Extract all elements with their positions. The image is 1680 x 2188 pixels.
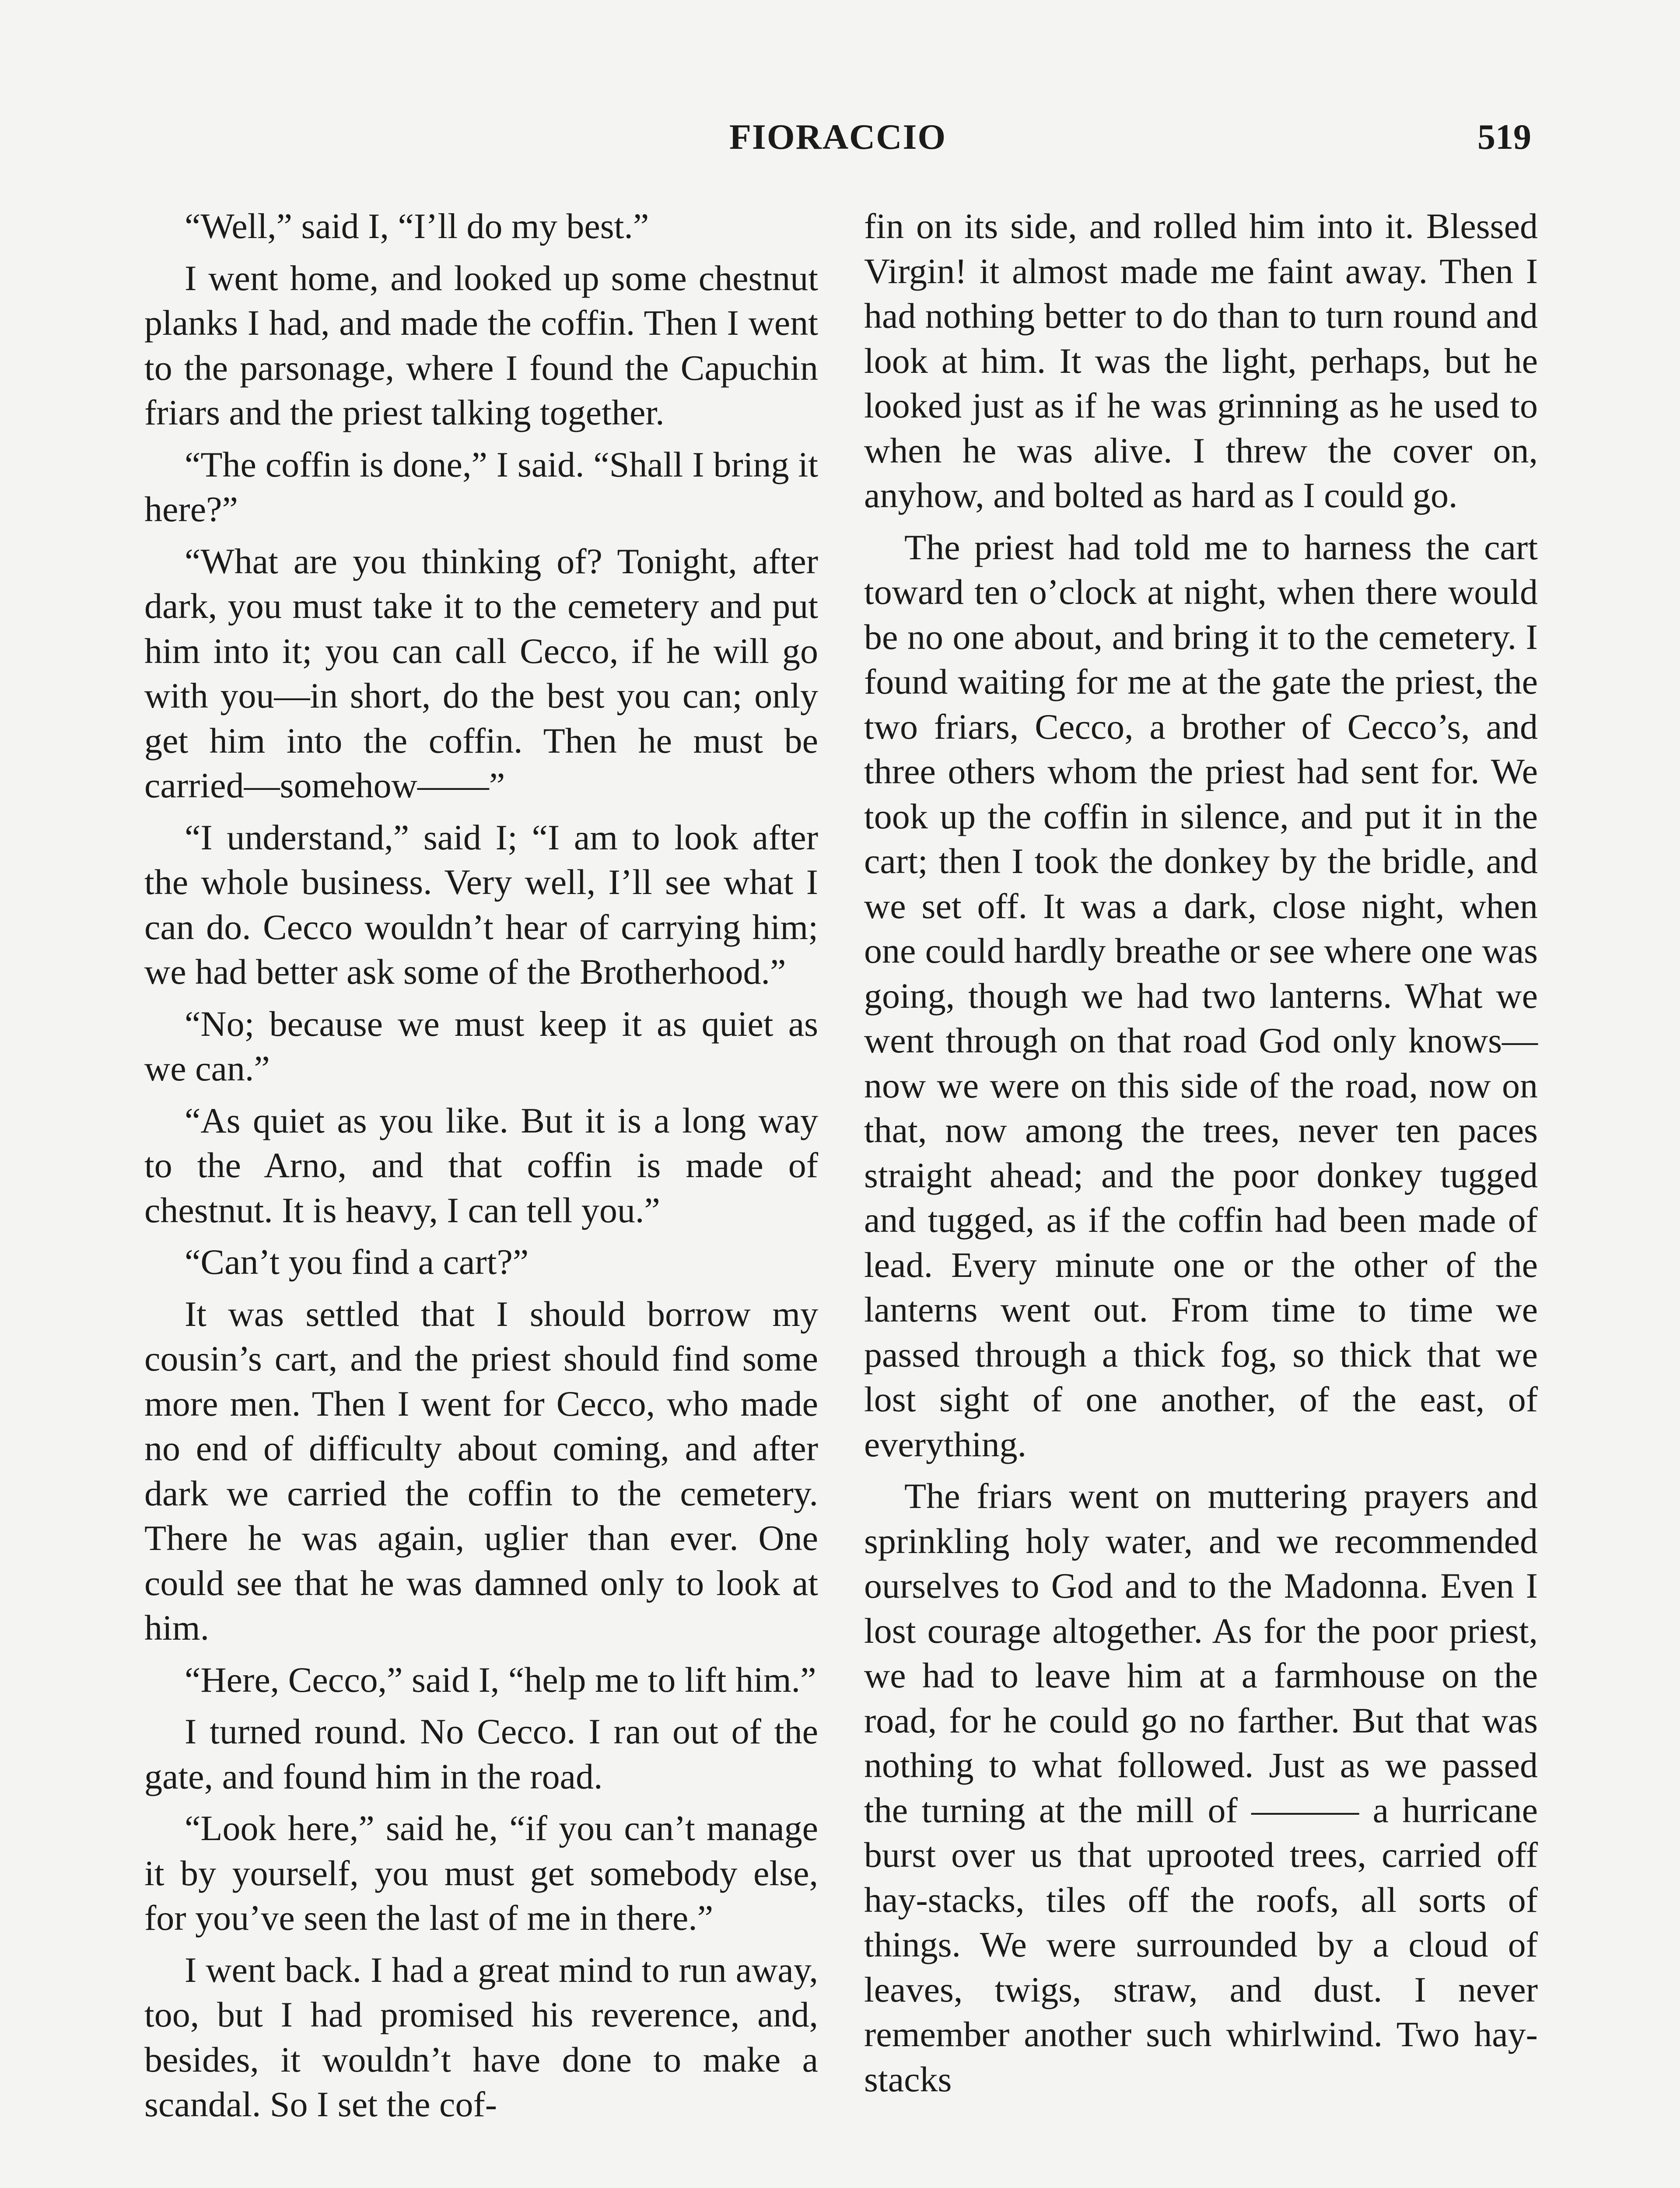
paragraph: It was settled that I should borrow my cousin’s cart, and the priest should find some more men. Then I went for Cecco, who made no end of difficulty about coming, and after dark we carried the coffin to the cemetery. There he was again, uglier than ever. One could see that he was damned only to look at him. — [144, 1294, 818, 1648]
page-header — [144, 113, 1531, 161]
paragraph: “Look here,” said he, “if you can’t manage it by yourself, you must get somebody else, for you’ve seen the last of me in there.” — [144, 1808, 818, 1938]
page-number: 519 — [1477, 117, 1531, 157]
paragraph: “I understand,” said I; “I am to look after the whole business. Very well, I’ll see what I can do. Cecco wouldn’t hear of carrying him; we had better ask some of the Brotherhood.” — [144, 817, 818, 992]
paragraph: I turned round. No Cecco. I ran out of the gate, and found him in the road. — [144, 1711, 818, 1796]
paragraph: “No; because we must keep it as quiet as we can.” — [144, 1003, 818, 1088]
paragraph: “Here, Cecco,” said I, “help me to lift him.” — [185, 1659, 816, 1700]
paragraph: “Well,” said I, “I’ll do my best.” — [185, 206, 649, 246]
paragraph-continuation: fin on its side, and rolled him into it. Blessed Virgin! it almost made me faint away. Then I had nothing better to do than to turn round and look at him. It was the light, perhaps, but he looked just as if he was grinning as he used to when he was alive. I threw the cover on, anyhow, and bolted as hard as I could go. — [864, 206, 1538, 515]
paragraph: The priest had told me to harness the cart toward ten o’clock at night, when there would be no one about, and bring it to the cemetery. I found waiting for me at the gate the priest, the two friars, Cecco, a brother of Cecco’s, and three others whom the priest had sent for. We took up the coffin in silence, and put it in the cart; then I took the donkey by the bridle, and we set off. It was a dark, close night, when one could hardly breathe or see where one was going, though we had two lanterns. What we went through on that road God only knows—now we were on this side of the road, now on that, now among the trees, never ten paces straight ahead; and the poor donkey tugged and tugged, as if the coffin had been made of lead. Every minute one or the other of the lanterns went out. From time to time we passed through a thick fog, so thick that we lost sight of one another, of the east, of everything. — [864, 527, 1538, 1464]
paragraph: I went back. I had a great mind to run away, too, but I had promised his reverence, and, besides, it wouldn’t have done to make a scandal. So I set the cof- — [144, 1950, 818, 2124]
right-column — [864, 204, 1538, 2109]
paragraph: I went home, and looked up some chestnut planks I had, and made the coffin. Then I went to the parsonage, where I found the Capuchin friars and the priest talking together. — [144, 258, 818, 432]
left-column — [144, 204, 818, 2134]
paragraph: “What are you thinking of? Tonight, after dark, you must take it to the cemetery and put him into it; you can call Cecco, if he will go with you—in short, do the best you can; only get him into the coffin. Then he must be carried—somehow——” — [144, 541, 818, 805]
paragraph: “As quiet as you like. But it is a long way to the Arno, and that coffin is made of chestnut. It is heavy, I can tell you.” — [144, 1100, 818, 1230]
paragraph: The friars went on muttering prayers and sprinkling holy water, and we recommended ourselves to God and to the Madonna. Even I lost courage altogether. As for the poor priest, we had to leave him at a farmhouse on the road, for he could go no farther. But that was nothing to what followed. Just as we passed the turning at the mill of ——— a hurricane burst over us that uprooted trees, carried off hay-stacks, tiles off the roofs, all sorts of things. We were surrounded by a cloud of leaves, twigs, straw, and dust. I never remember another such whirlwind. Two hay-stacks — [864, 1476, 1538, 2099]
paragraph: “The coffin is done,” I said. “Shall I bring it here?” — [144, 444, 818, 529]
running-title: FIORACCIO — [729, 117, 947, 157]
paragraph: “Can’t you find a cart?” — [185, 1242, 529, 1282]
